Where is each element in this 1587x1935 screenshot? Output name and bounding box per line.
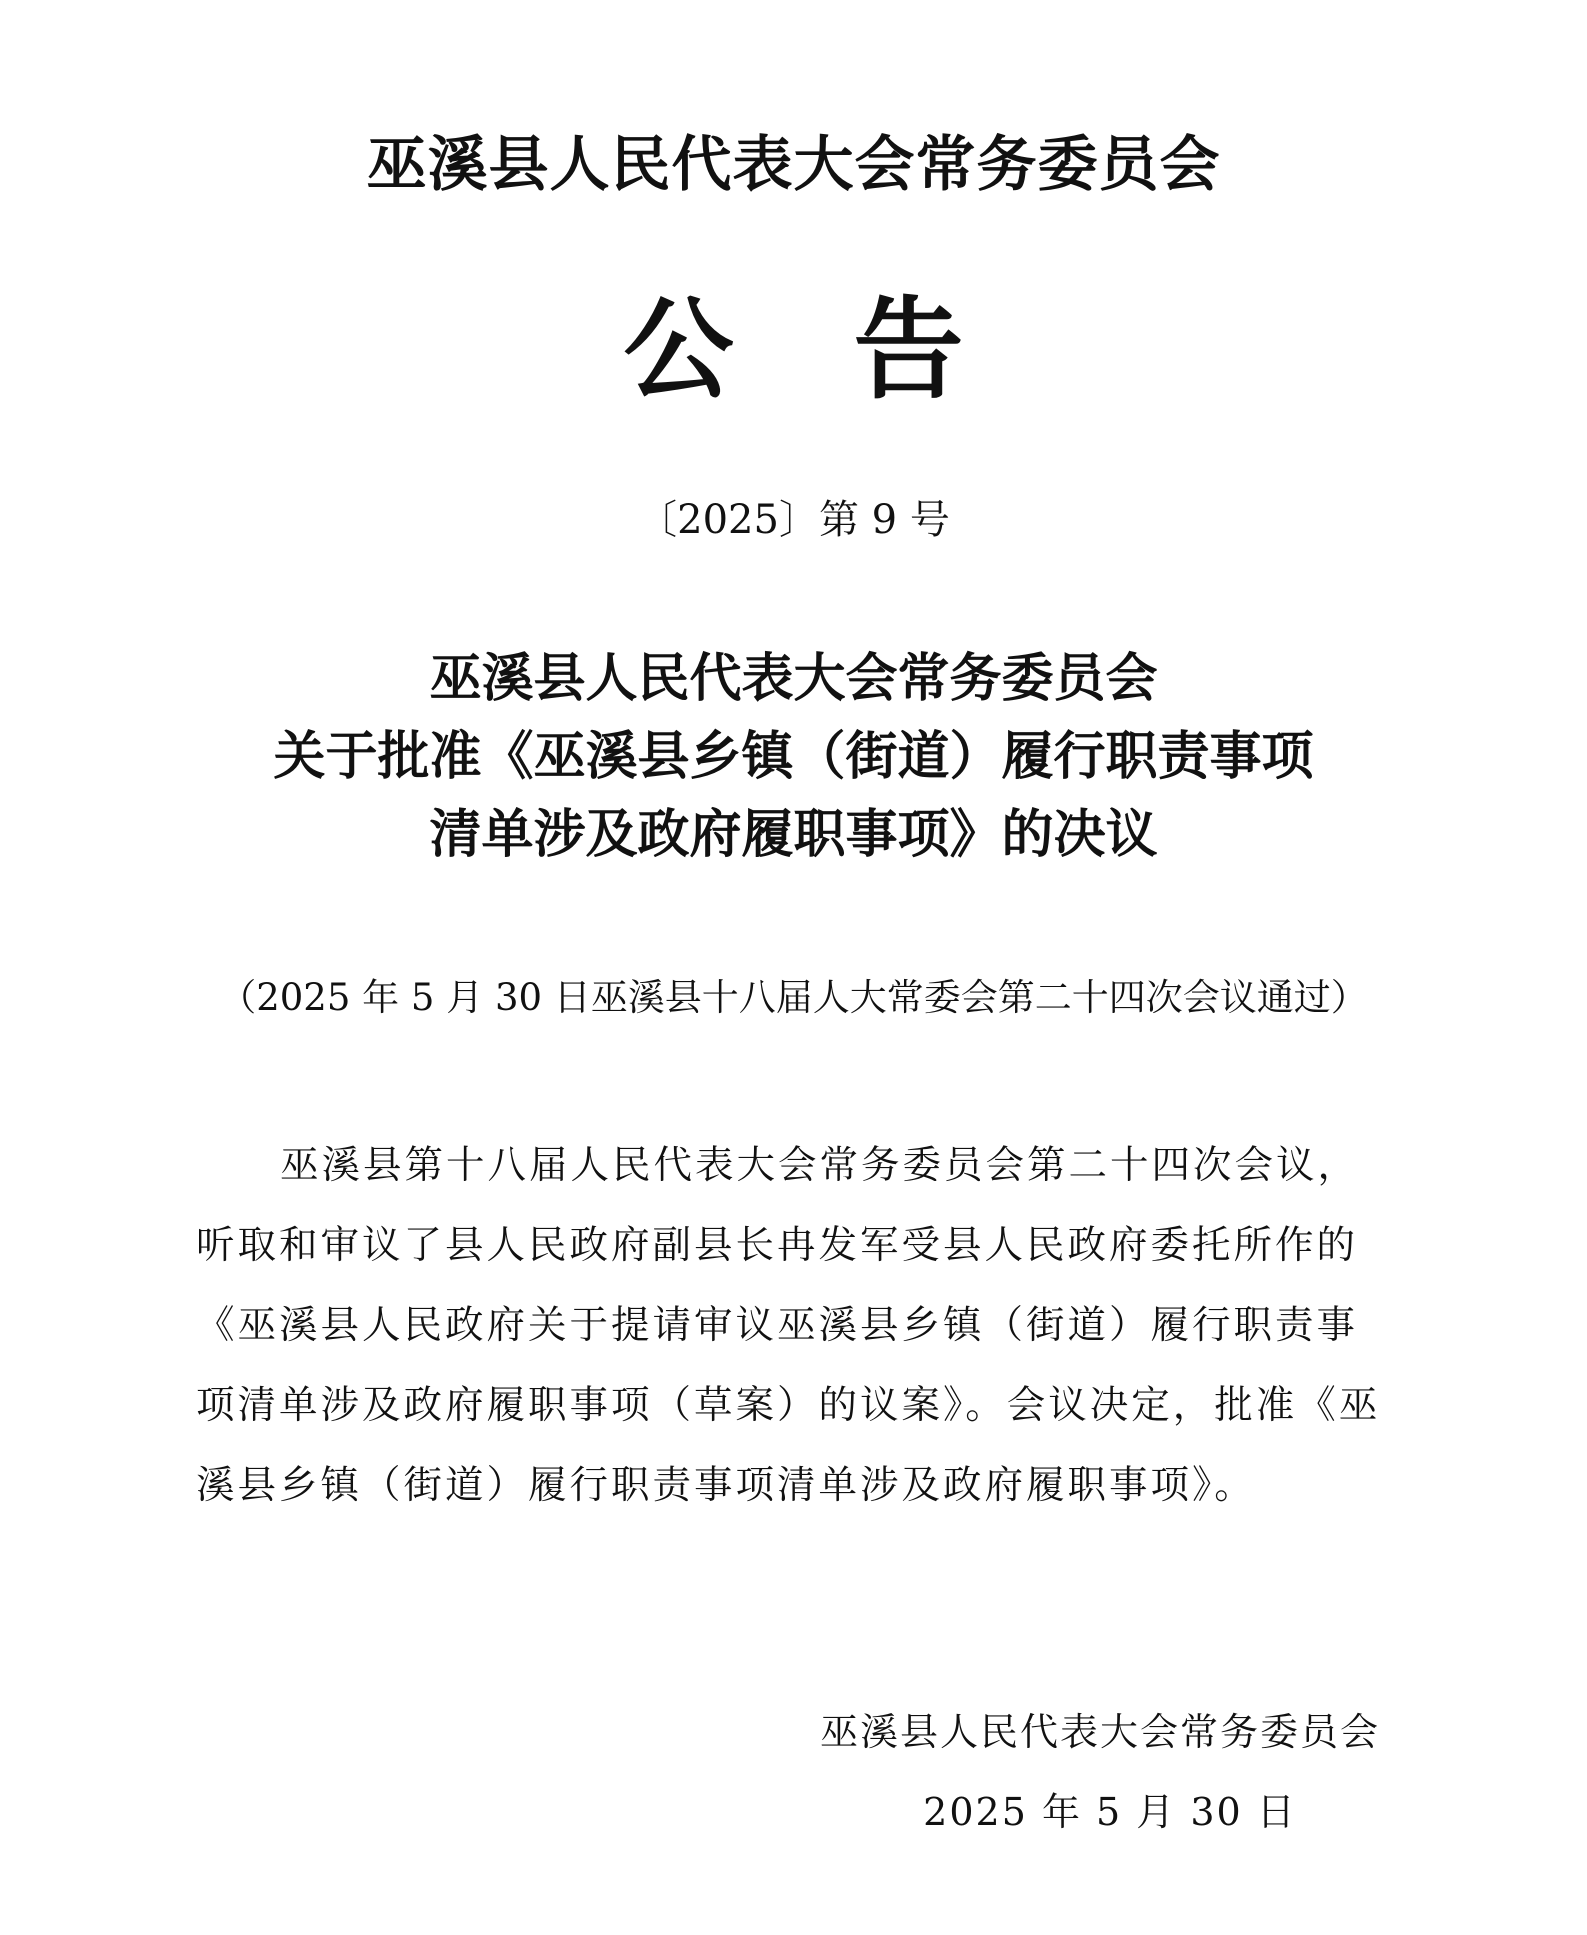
resolution-title [0, 640, 1587, 874]
body-line-5: 溪县乡镇（街道）履行职责事项清单涉及政府履职事项》。 [196, 1463, 1256, 1508]
issuer-heading: 巫溪县人民代表大会常务委员会 [366, 130, 1221, 200]
body-line-2: 听取和审议了县人民政府副县长冉发军受县人民政府委托所作的 [196, 1223, 1359, 1268]
body-paragraph [196, 1126, 1396, 1526]
title-line-2: 关于批准《巫溪县乡镇（街道）履行职责事项 [273, 726, 1314, 787]
signature-organization: 巫溪县人民代表大会常务委员会 [819, 1710, 1380, 1754]
title-line-1: 巫溪县人民代表大会常务委员会 [429, 648, 1158, 709]
signature-block [760, 1692, 1400, 1852]
adoption-note: （2025 年 5 月 30 日巫溪县十八届人大常委会第二十四次会议通过） [219, 976, 1368, 1019]
document-type-heading [0, 285, 1587, 415]
document-type-char-2: 告 [853, 285, 964, 414]
document-number: 〔2025〕第 9 号 [637, 497, 950, 543]
body-line-1: 巫溪县第十八届人民代表大会常务委员会第二十四次会议， [280, 1143, 1360, 1188]
body-line-4: 项清单涉及政府履职事项（草案）的议案》。会议决定，批准《巫 [196, 1383, 1381, 1428]
body-line-3: 《巫溪县人民政府关于提请审议巫溪县乡镇（街道）履行职责事 [196, 1303, 1359, 1348]
signature-date: 2025 年 5 月 30 日 [923, 1790, 1297, 1834]
title-line-3: 清单涉及政府履职事项》的决议 [429, 804, 1158, 865]
document-type-char-1: 公 [623, 285, 734, 414]
